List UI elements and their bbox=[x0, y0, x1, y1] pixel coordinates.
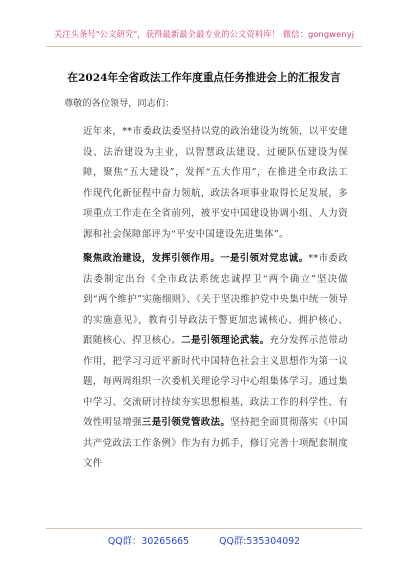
document-title: 在2024年全省政法工作年度重点任务推进会上的汇报发言 bbox=[67, 72, 341, 84]
text-party-leadership: 坚持把全面贯彻落实《中国共产党政法工作条例》作为有力抓手，修订完善十项配套制度文件 bbox=[83, 417, 348, 469]
page-header bbox=[0, 0, 408, 44]
document-body bbox=[64, 122, 348, 475]
document-greeting: 尊敬的各位领导，同志们： bbox=[64, 98, 175, 109]
footer-divider bbox=[46, 528, 362, 529]
header-promo-text: 关注头条号"公文研究"，获得最新最全最专业的公文资料库！ 微信：gongwenyj bbox=[53, 29, 355, 39]
subheading-loyalty: 一是引领对党忠诚。 bbox=[220, 253, 309, 264]
subheading-theory: 二是引领理论武装。 bbox=[181, 335, 270, 346]
footer-qq-group-2: QQ群:535304092 bbox=[219, 536, 301, 547]
page-footer bbox=[0, 533, 408, 547]
text-loyalty: **市委政法委制定出台《全市政法系统忠诚捍卫“两个确立”坚决做到“两个维护”实施细则》、《关于坚决维护党中央集中统一领导的实施意见》，教育引导政法干警更加忠诚核心、拥护核心、跟随核心、捍卫核心。 bbox=[83, 253, 348, 346]
text-theory: 充分发挥示范带动作用，把学习习近平新时代中国特色社会主义思想作为第一议题，每两周组织一次委机关理论学习中心组集体学习。通过集中学习、交流研讨持续夯实思想根基，政法工作的科学性、有效性明显增强 bbox=[83, 335, 348, 428]
paragraph-political-construction bbox=[64, 249, 348, 475]
section-heading: 聚焦政治建设，发挥引领作用。 bbox=[83, 253, 221, 264]
subheading-party-leadership: 三是引领党管政法。 bbox=[141, 417, 231, 428]
footer-qq-group-1: QQ群：30265665 bbox=[107, 536, 190, 547]
header-divider bbox=[46, 46, 362, 47]
paragraph-intro: 近年来，**市委政法委坚持以党的政治建设为统领，以平安建设、法治建设为主业，以智慧政法建设、过硬队伍建设为保障，聚焦“五大建设”，发挥“五大作用”，在推进全市政法工作现代化新征程中奋力领航，政法各项事业取得长足发展，多项重点工作走在全省前列，被平安中国建设协调小组、人力资源和社会保障部评为“平安中国建设先进集体”。 bbox=[83, 126, 348, 240]
